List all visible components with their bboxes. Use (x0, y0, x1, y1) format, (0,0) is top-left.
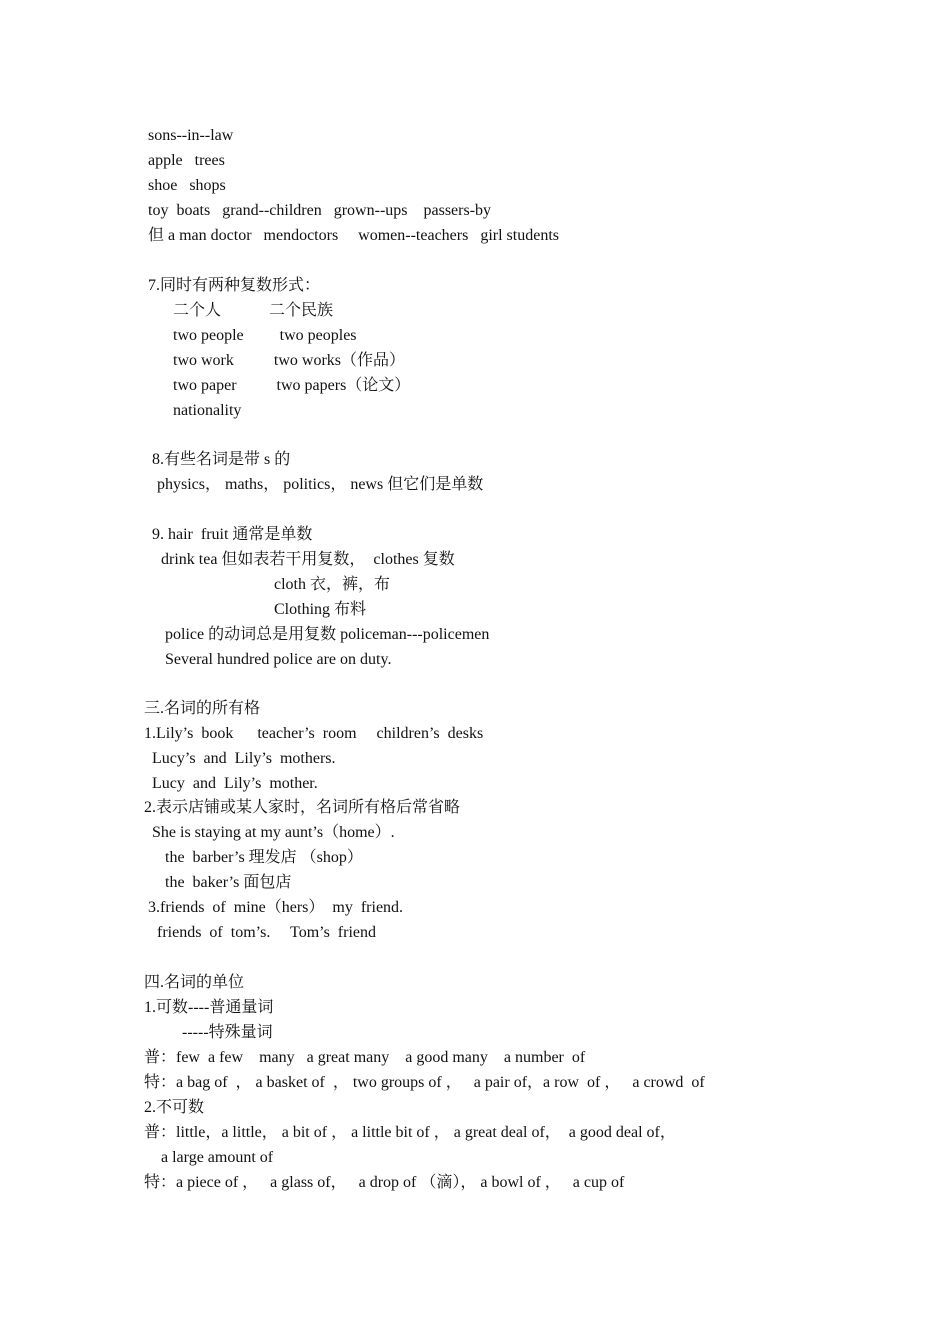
text-line: two work two works（作品） (173, 352, 405, 369)
text-line: two people two peoples (173, 327, 357, 344)
text-line: cloth 衣，裤，布 (274, 576, 390, 593)
text-line: Lucy and Lily’s mother. (152, 775, 318, 792)
text-line: Several hundred police are on duty. (165, 651, 392, 668)
text-line: 1.Lily’s book teacher’s room children’s desks (144, 725, 484, 742)
text-line: 特：a bag of ， a basket of ， two groups of ， a pair of，a row of ， a crowd of (144, 1074, 705, 1091)
section-heading: 三.名词的所有格 (144, 700, 261, 717)
text-line: nationality (173, 402, 242, 419)
section-heading: 8.有些名词是带 s 的 (152, 451, 291, 468)
text-line: physics， maths， politics， news 但它们是单数 (157, 476, 484, 493)
text-line: -----特殊量词 (182, 1024, 273, 1041)
text-line: toy boats grand--children grown--ups passers-by (148, 202, 492, 219)
text-line: 二个人 二个民族 (173, 302, 334, 319)
text-line: She is staying at my aunt’s（home）. (152, 824, 395, 841)
text-line: apple trees (148, 152, 225, 169)
text-line: sons--in--law (148, 127, 234, 144)
text-line: friends of tom’s. Tom’s friend (157, 924, 377, 941)
text-line: a large amount of (161, 1149, 274, 1166)
text-line: the barber’s 理发店 （shop） (165, 849, 363, 866)
text-line: 但 a man doctor mendoctors women--teachers girl students (148, 227, 560, 244)
text-line: Lucy’s and Lily’s mothers. (152, 750, 336, 767)
text-line: two paper two papers（论文） (173, 377, 411, 394)
text-line: Clothing 布料 (274, 601, 367, 618)
section-heading: 9. hair fruit 通常是单数 (152, 526, 313, 543)
text-line: 1.可数----普通量词 (144, 999, 274, 1016)
text-line: shoe shops (148, 177, 226, 194)
text-line: police 的动词总是用复数 policeman---policemen (165, 626, 490, 643)
text-line: 普：little，a little， a bit of ， a little bit of ， a great deal of， a good deal of， (144, 1124, 676, 1141)
section-heading: 四.名词的单位 (144, 974, 245, 991)
text-line: 普：few a few many a great many a good many a number of (144, 1049, 586, 1066)
text-line: drink tea 但如表若干用复数， clothes 复数 (161, 551, 455, 568)
text-line: 3.friends of mine（hers） my friend. (148, 899, 404, 916)
text-line: 2.表示店铺或某人家时，名词所有格后常省略 (144, 799, 461, 816)
section-heading: 7.同时有两种复数形式： (148, 277, 321, 294)
text-line: 特：a piece of ， a glass of， a drop of （滴）， a bowl of ， a cup of (144, 1174, 625, 1191)
text-line: 2.不可数 (144, 1099, 205, 1116)
text-line: the baker’s 面包店 (165, 874, 292, 891)
